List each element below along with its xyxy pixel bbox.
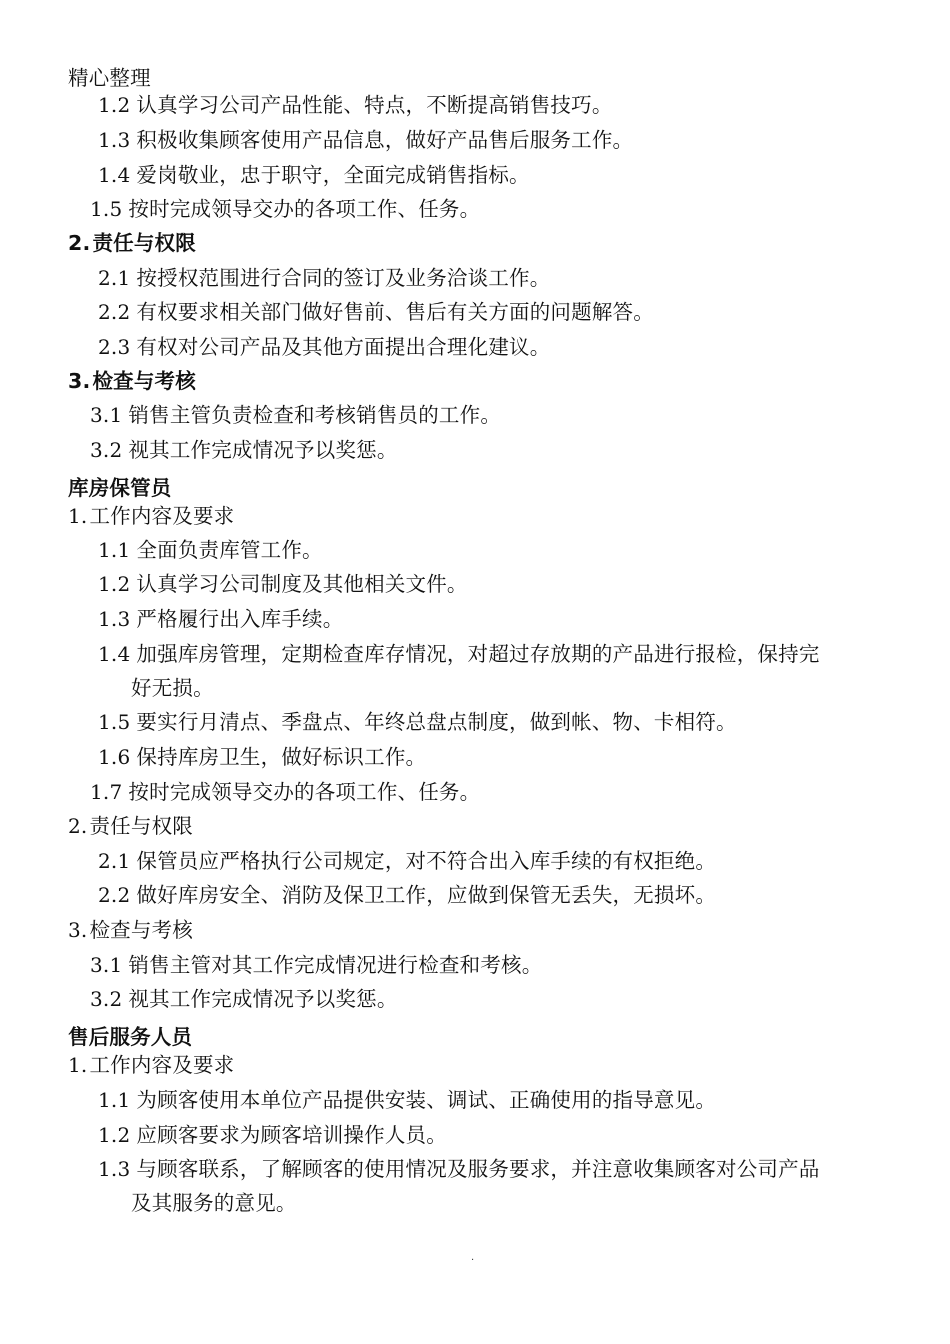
heading-number: 2. (68, 814, 88, 838)
subsection-heading (68, 917, 193, 943)
list-item (98, 744, 426, 770)
item-number: 1.2 (98, 93, 131, 117)
item-number: 2.3 (98, 335, 131, 359)
item-number: 1.2 (98, 1123, 131, 1147)
item-number: 1.1 (98, 1088, 131, 1112)
list-item (98, 334, 550, 360)
item-text: 做好库房安全、消防及保卫工作，应做到保管无丢失，无损坏。 (136, 883, 717, 907)
list-item (98, 265, 550, 291)
section-heading (68, 368, 196, 394)
item-text: 按时完成领导交办的各项工作、任务。 (128, 197, 481, 221)
list-item (90, 952, 542, 978)
item-text: 销售主管负责检查和考核销售员的工作。 (128, 403, 502, 427)
list-item (90, 402, 501, 428)
page-footer-mark: . (471, 1252, 475, 1263)
item-number: 1.3 (98, 128, 131, 152)
list-item (98, 299, 654, 325)
item-text: 应顾客要求为顾客培训操作人员。 (136, 1123, 447, 1147)
item-number: 1.4 (98, 163, 131, 187)
item-text: 加强库房管理，定期检查库存情况，对超过存放期的产品进行报检，保持完 (136, 642, 820, 666)
list-item (98, 1156, 820, 1182)
item-number: 3.1 (90, 403, 123, 427)
subsection-heading (68, 813, 193, 839)
heading-text: 检查与考核 (89, 918, 193, 942)
item-text: 有权要求相关部门做好售前、售后有关方面的问题解答。 (136, 300, 654, 324)
item-number: 1.3 (98, 1157, 131, 1181)
item-number: 2.1 (98, 849, 131, 873)
item-text: 认真学习公司产品性能、特点，不断提高销售技巧。 (136, 93, 613, 117)
heading-number: 1. (68, 1053, 88, 1077)
item-number: 1.2 (98, 572, 131, 596)
section-heading (68, 230, 196, 256)
item-number: 3.2 (90, 987, 123, 1011)
section-title-text: 售后服务人员 (68, 1025, 193, 1049)
page-header-text: 精心整理 (68, 66, 151, 90)
item-text: 为顾客使用本单位产品提供安装、调试、正确使用的指导意见。 (136, 1088, 717, 1112)
section-title (68, 475, 172, 501)
list-item (98, 709, 737, 735)
list-item (98, 1087, 716, 1113)
item-text: 视其工作完成情况予以奖惩。 (128, 438, 398, 462)
heading-number: 2. (68, 231, 91, 255)
subsection-heading (68, 1052, 234, 1078)
item-number: 3.2 (90, 438, 123, 462)
heading-text: 责任与权限 (92, 231, 196, 255)
heading-text: 检查与考核 (92, 369, 196, 393)
item-text: 爱岗敬业，忠于职守，全面完成销售指标。 (136, 163, 530, 187)
item-text: 销售主管对其工作完成情况进行检查和考核。 (128, 953, 543, 977)
heading-text: 责任与权限 (89, 814, 193, 838)
item-text: 好无损。 (131, 676, 214, 700)
item-number: 3.1 (90, 953, 123, 977)
subsection-heading (68, 503, 234, 529)
list-item-continuation (131, 1190, 297, 1216)
item-number: 1.5 (90, 197, 123, 221)
list-item (98, 92, 613, 118)
item-text: 保持库房卫生，做好标识工作。 (136, 745, 427, 769)
item-text: 按时完成领导交办的各项工作、任务。 (128, 780, 481, 804)
list-item (98, 848, 716, 874)
list-item (98, 1122, 447, 1148)
item-text: 与顾客联系，了解顾客的使用情况及服务要求，并注意收集顾客对公司产品 (136, 1157, 820, 1181)
item-text: 有权对公司产品及其他方面提出合理化建议。 (136, 335, 551, 359)
list-item (98, 606, 343, 632)
item-number: 1.5 (98, 710, 131, 734)
list-item (90, 779, 480, 805)
section-title (68, 1024, 192, 1050)
list-item (90, 196, 480, 222)
list-item (98, 882, 716, 908)
item-text: 全面负责库管工作。 (136, 538, 323, 562)
item-text: 按授权范围进行合同的签订及业务洽谈工作。 (136, 266, 551, 290)
list-item (98, 127, 633, 153)
item-number: 2.1 (98, 266, 131, 290)
heading-number: 3. (68, 369, 91, 393)
list-item (98, 571, 468, 597)
list-item-continuation (131, 675, 214, 701)
list-item (90, 986, 398, 1012)
item-number: 1.1 (98, 538, 131, 562)
item-number: 1.6 (98, 745, 131, 769)
item-number: 1.3 (98, 607, 131, 631)
heading-number: 1. (68, 504, 88, 528)
item-text: 及其服务的意见。 (131, 1191, 297, 1215)
item-text: 积极收集顾客使用产品信息，做好产品售后服务工作。 (136, 128, 634, 152)
item-number: 1.7 (90, 780, 123, 804)
item-text: 认真学习公司制度及其他相关文件。 (136, 572, 468, 596)
heading-number: 3. (68, 918, 88, 942)
heading-text: 工作内容及要求 (89, 1053, 235, 1077)
item-text: 要实行月清点、季盘点、年终总盘点制度，做到帐、物、卡相符。 (136, 710, 737, 734)
list-item (98, 162, 530, 188)
item-number: 2.2 (98, 883, 131, 907)
list-item (98, 641, 820, 667)
list-item (98, 537, 323, 563)
list-item (90, 437, 398, 463)
item-text: 视其工作完成情况予以奖惩。 (128, 987, 398, 1011)
item-text: 保管员应严格执行公司规定，对不符合出入库手续的有权拒绝。 (136, 849, 717, 873)
heading-text: 工作内容及要求 (89, 504, 235, 528)
page-header (68, 65, 151, 91)
item-number: 1.4 (98, 642, 131, 666)
section-title-text: 库房保管员 (68, 476, 172, 500)
item-text: 严格履行出入库手续。 (136, 607, 344, 631)
item-number: 2.2 (98, 300, 131, 324)
